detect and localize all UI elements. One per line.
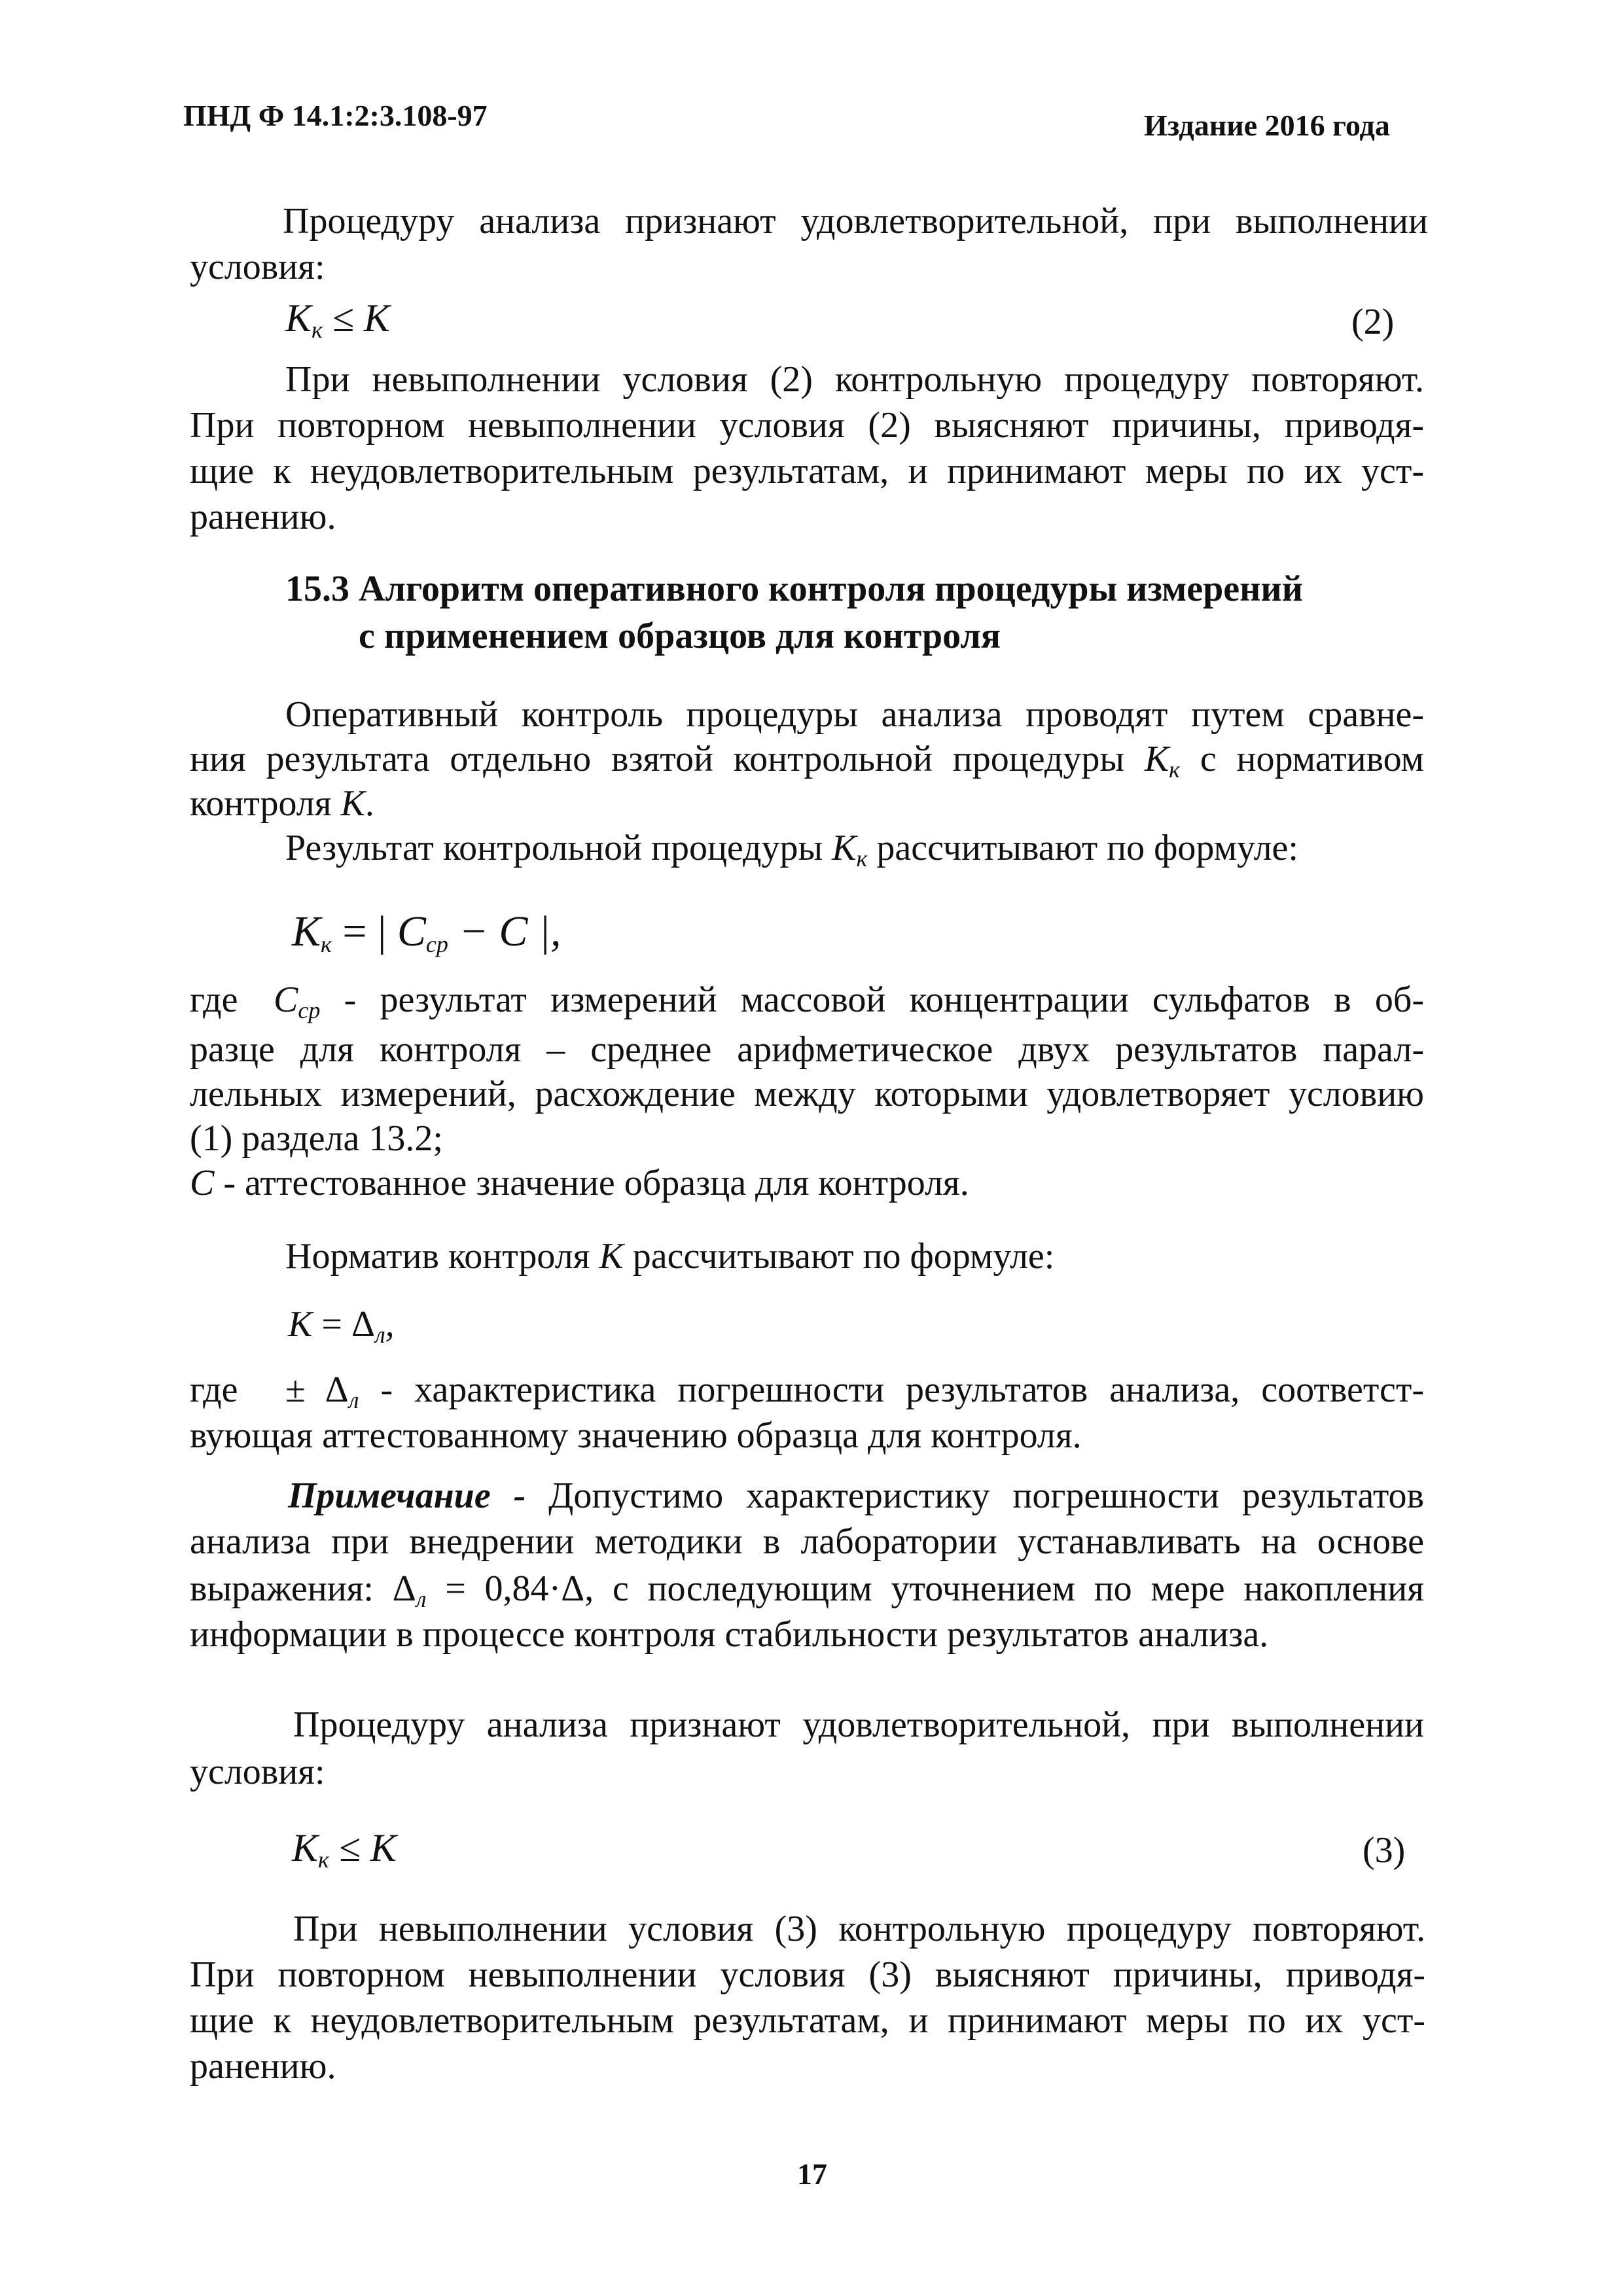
paragraph-line: Норматив контроля K рассчитывают по формуле:	[285, 1236, 1055, 1277]
paragraph-line: При невыполнении условия (2) контрольную процедуру повторяют.	[285, 359, 1424, 400]
paragraph-line: ± $\Delta_л$ - характеристика погрешности результатов анализа, соответст-	[285, 1369, 1425, 1413]
paragraph-line: $C_{ср}$ - результат измерений массовой концентрации сульфатов в об-	[274, 980, 1424, 1023]
equation-2: $K_к \le K$	[285, 296, 390, 343]
paragraph-line: ния результата отдельно взятой контрольной процедуры $K_к$ с нормативом	[190, 739, 1424, 783]
paragraph-line: ранению.	[190, 497, 336, 537]
equation-k: $K = \Delta_л$,	[288, 1304, 395, 1348]
note-line: Примечание - Допустимо характеристику погрешности результатов	[288, 1475, 1424, 1516]
paragraph-line: При повторном невыполнении условия (3) выясняют причины, приводя-	[190, 1954, 1425, 1995]
equation-number: (3)	[1363, 1830, 1406, 1871]
equation-number: (2)	[1351, 302, 1395, 342]
paragraph-line: условия:	[190, 1752, 325, 1792]
paragraph-line: C - аттестованное значение образца для контроля.	[190, 1163, 969, 1203]
note-line: выражения: $\Delta_л = 0,84\cdot\Delta$, с последующим уточнением по мере накопления	[190, 1568, 1424, 1612]
paragraph-line: Результат контрольной процедуры $K_к$ рассчитывают по формуле:	[285, 828, 1298, 872]
where-label: где	[190, 1369, 238, 1410]
paragraph-line: щие к неудовлетворительным результатам, и принимают меры по их уст-	[190, 2000, 1425, 2041]
equation-3: $K_к \le K$	[292, 1826, 397, 1873]
page-number: 17	[797, 2157, 827, 2191]
equation-kk: $K_к$ = | $C_{ср} - C$ |,	[292, 908, 562, 957]
paragraph-line: Оперативный контроль процедуры анализа проводят путем сравне-	[285, 694, 1424, 735]
note-line: анализа при внедрении методики в лаборатории устанавливать на основе	[190, 1521, 1424, 1562]
paragraph-line: разце для контроля – среднее арифметическое двух результатов парал-	[190, 1029, 1424, 1070]
document-code: ПНД Ф 14.1:2:3.108-97	[183, 99, 488, 132]
paragraph-line: контроля K.	[190, 783, 374, 824]
paragraph-line: При невыполнении условия (3) контрольную процедуру повторяют.	[293, 1909, 1425, 1949]
section-title-continuation: с применением образцов для контроля	[359, 616, 1001, 656]
paragraph-line: ранению.	[190, 2046, 336, 2087]
paragraph-line: (1) раздела 13.2;	[190, 1118, 443, 1159]
section-title: 15.3 Алгоритм оперативного контроля процедуры измерений	[285, 569, 1303, 609]
note-line: информации в процессе контроля стабильности результатов анализа.	[190, 1614, 1269, 1655]
paragraph-line: Процедуру анализа признают удовлетворительной, при выполнении	[293, 1704, 1424, 1745]
where-label: где	[190, 980, 238, 1020]
edition-label: Издание 2016 года	[1144, 109, 1390, 142]
paragraph-line: условия:	[190, 247, 325, 287]
paragraph-line: вующая аттестованному значению образца для контроля.	[190, 1415, 1082, 1456]
paragraph-line: Процедуру анализа признают удовлетворительной, при выполнении	[283, 201, 1428, 241]
paragraph-line: щие к неудовлетворительным результатам, и принимают меры по их уст-	[190, 451, 1424, 491]
paragraph-line: лельных измерений, расхождение между которыми удовлетворяет условию	[190, 1074, 1424, 1114]
paragraph-line: При повторном невыполнении условия (2) выясняют причины, приводя-	[190, 405, 1424, 446]
